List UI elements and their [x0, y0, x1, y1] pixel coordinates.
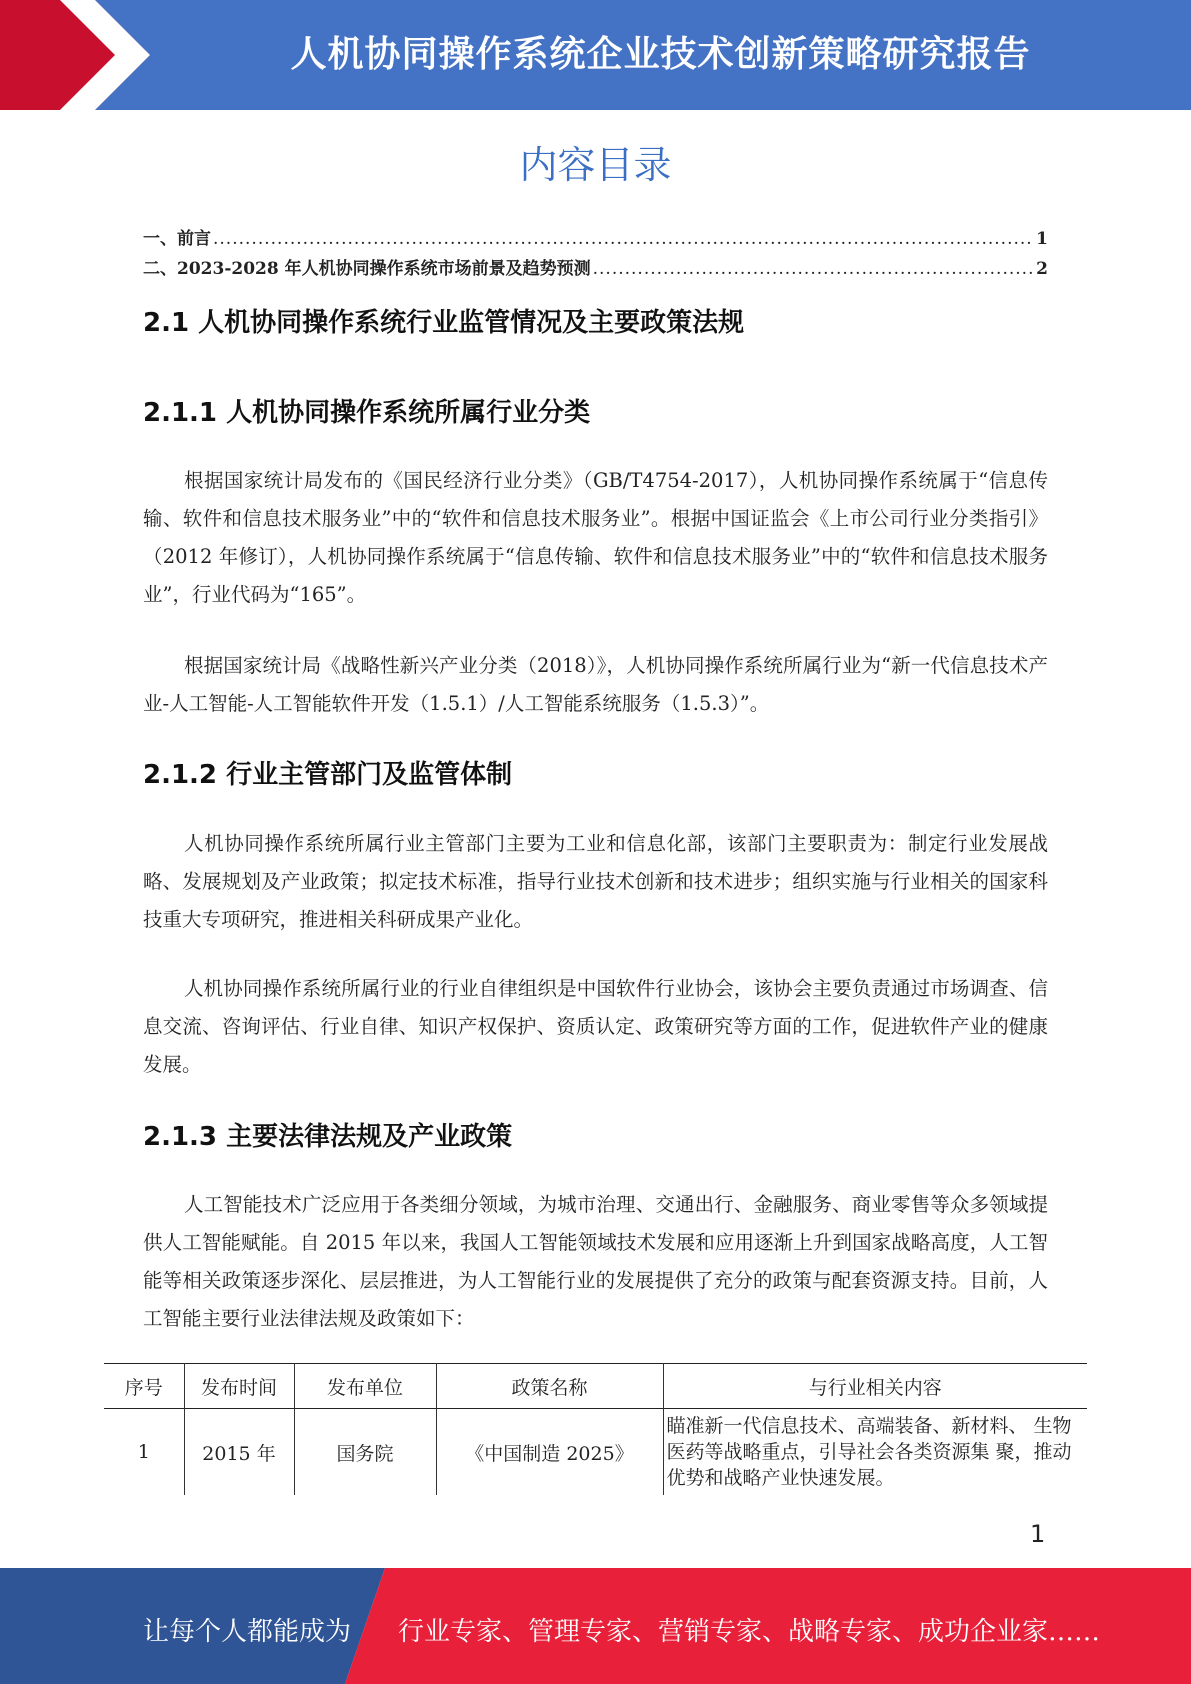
cell-policy: 《中国制造 2025》 — [436, 1409, 663, 1496]
header-banner — [0, 0, 1191, 110]
toc-item-forecast[interactable] — [143, 254, 1048, 284]
paragraph-policy-intro: 人工智能技术广泛应用于各类细分领域，为城市治理、交通出行、金融服务、商业零售等众多领域提供人工智能赋能。自 2015 年以来，我国人工智能领域技术发展和应用逐渐上升到国家战略高度，人工智能等相关政策逐步深化、层层推进，为人工智能行业的发展提供了充分的政策与配套资源支持。目前，人工智能主要行业法律法规及政策如下： — [143, 1193, 1048, 1330]
footer-slogan-left: 让每个人都能成为 — [143, 1617, 352, 1647]
table-header-row — [104, 1364, 1087, 1409]
toc-heading: 内容目录 — [519, 143, 672, 187]
toc-item-page: 2 — [1036, 259, 1048, 279]
col-header-date: 发布时间 — [184, 1364, 294, 1409]
paragraph-regulator: 人机协同操作系统所属行业主管部门主要为工业和信息化部，该部门主要职责为：制定行业发展战略、发展规划及产业政策；拟定技术标准，指导行业技术创新和技术进步；组织实施与行业相关的国家科技重大专项研究，推进相关科研成果产业化。 — [143, 832, 1048, 931]
footer-slogan-right: 行业专家、管理专家、营销专家、战略专家、成功企业家…… — [398, 1617, 1101, 1647]
report-title: 人机协同操作系统企业技术创新策略研究报告 — [290, 34, 1031, 75]
toc-item-label: 二、2023-2028 年人机协同操作系统市场前景及趋势预测 — [143, 259, 591, 279]
section-heading-2-1-2: 2.1.2 行业主管部门及监管体制 — [143, 760, 513, 790]
toc-leader-dots — [593, 259, 1035, 279]
toc-item-page: 1 — [1036, 229, 1048, 249]
footer-banner — [0, 1568, 1191, 1684]
page-number: 1 — [1030, 1520, 1046, 1548]
cell-no: 1 — [104, 1409, 184, 1496]
toc-leader-dots — [213, 229, 1034, 249]
paragraph-self-regulation: 人机协同操作系统所属行业的行业自律组织是中国软件行业协会，该协会主要负责通过市场调查、信息交流、咨询评估、行业自律、知识产权保护、资质认定、政策研究等方面的工作，促进软件产业的健康发展。 — [143, 977, 1048, 1076]
col-header-content: 与行业相关内容 — [808, 1376, 942, 1399]
cell-org: 国务院 — [294, 1409, 436, 1496]
table-of-contents — [143, 224, 1048, 284]
paragraph-strategic-industry: 根据国家统计局《战略性新兴产业分类（2018）》，人机协同操作系统所属行业为“新一代信息技术产业-人工智能-人工智能软件开发（1.5.1）/人工智能系统服务（1.5.3）”。 — [143, 654, 1048, 715]
policy-table — [104, 1363, 1087, 1495]
paragraph-industry-classification: 根据国家统计局发布的《国民经济行业分类》（GB/T4754-2017），人机协同操作系统属于“信息传输、软件和信息技术服务业”中的“软件和信息技术服务业”。根据中国证监会《上市公司行业分类指引》（2012 年修订），人机协同操作系统属于“信息传输、软件和信息技术服务业”中的“软件和信息技术服务业”，行业代码为“165”。 — [143, 469, 1048, 606]
toc-item-preface[interactable] — [143, 224, 1048, 254]
section-heading-2-1: 2.1 人机协同操作系统行业监管情况及主要政策法规 — [143, 308, 745, 338]
section-heading-2-1-3: 2.1.3 主要法律法规及产业政策 — [143, 1122, 513, 1152]
cell-date: 2015 年 — [184, 1409, 294, 1496]
col-header-policy: 政策名称 — [436, 1364, 663, 1409]
cell-content: 瞄准新一代信息技术、高端装备、新材料、 生物医药等战略重点，引导社会各类资源集 聚，推动优势和战略产业快速发展。 — [666, 1415, 1072, 1489]
section-heading-2-1-1: 2.1.1 人机协同操作系统所属行业分类 — [143, 398, 591, 428]
col-header-org: 发布单位 — [294, 1364, 436, 1409]
toc-item-label: 一、前言 — [143, 229, 211, 249]
table-row — [104, 1409, 1087, 1496]
col-header-no: 序号 — [104, 1364, 184, 1409]
